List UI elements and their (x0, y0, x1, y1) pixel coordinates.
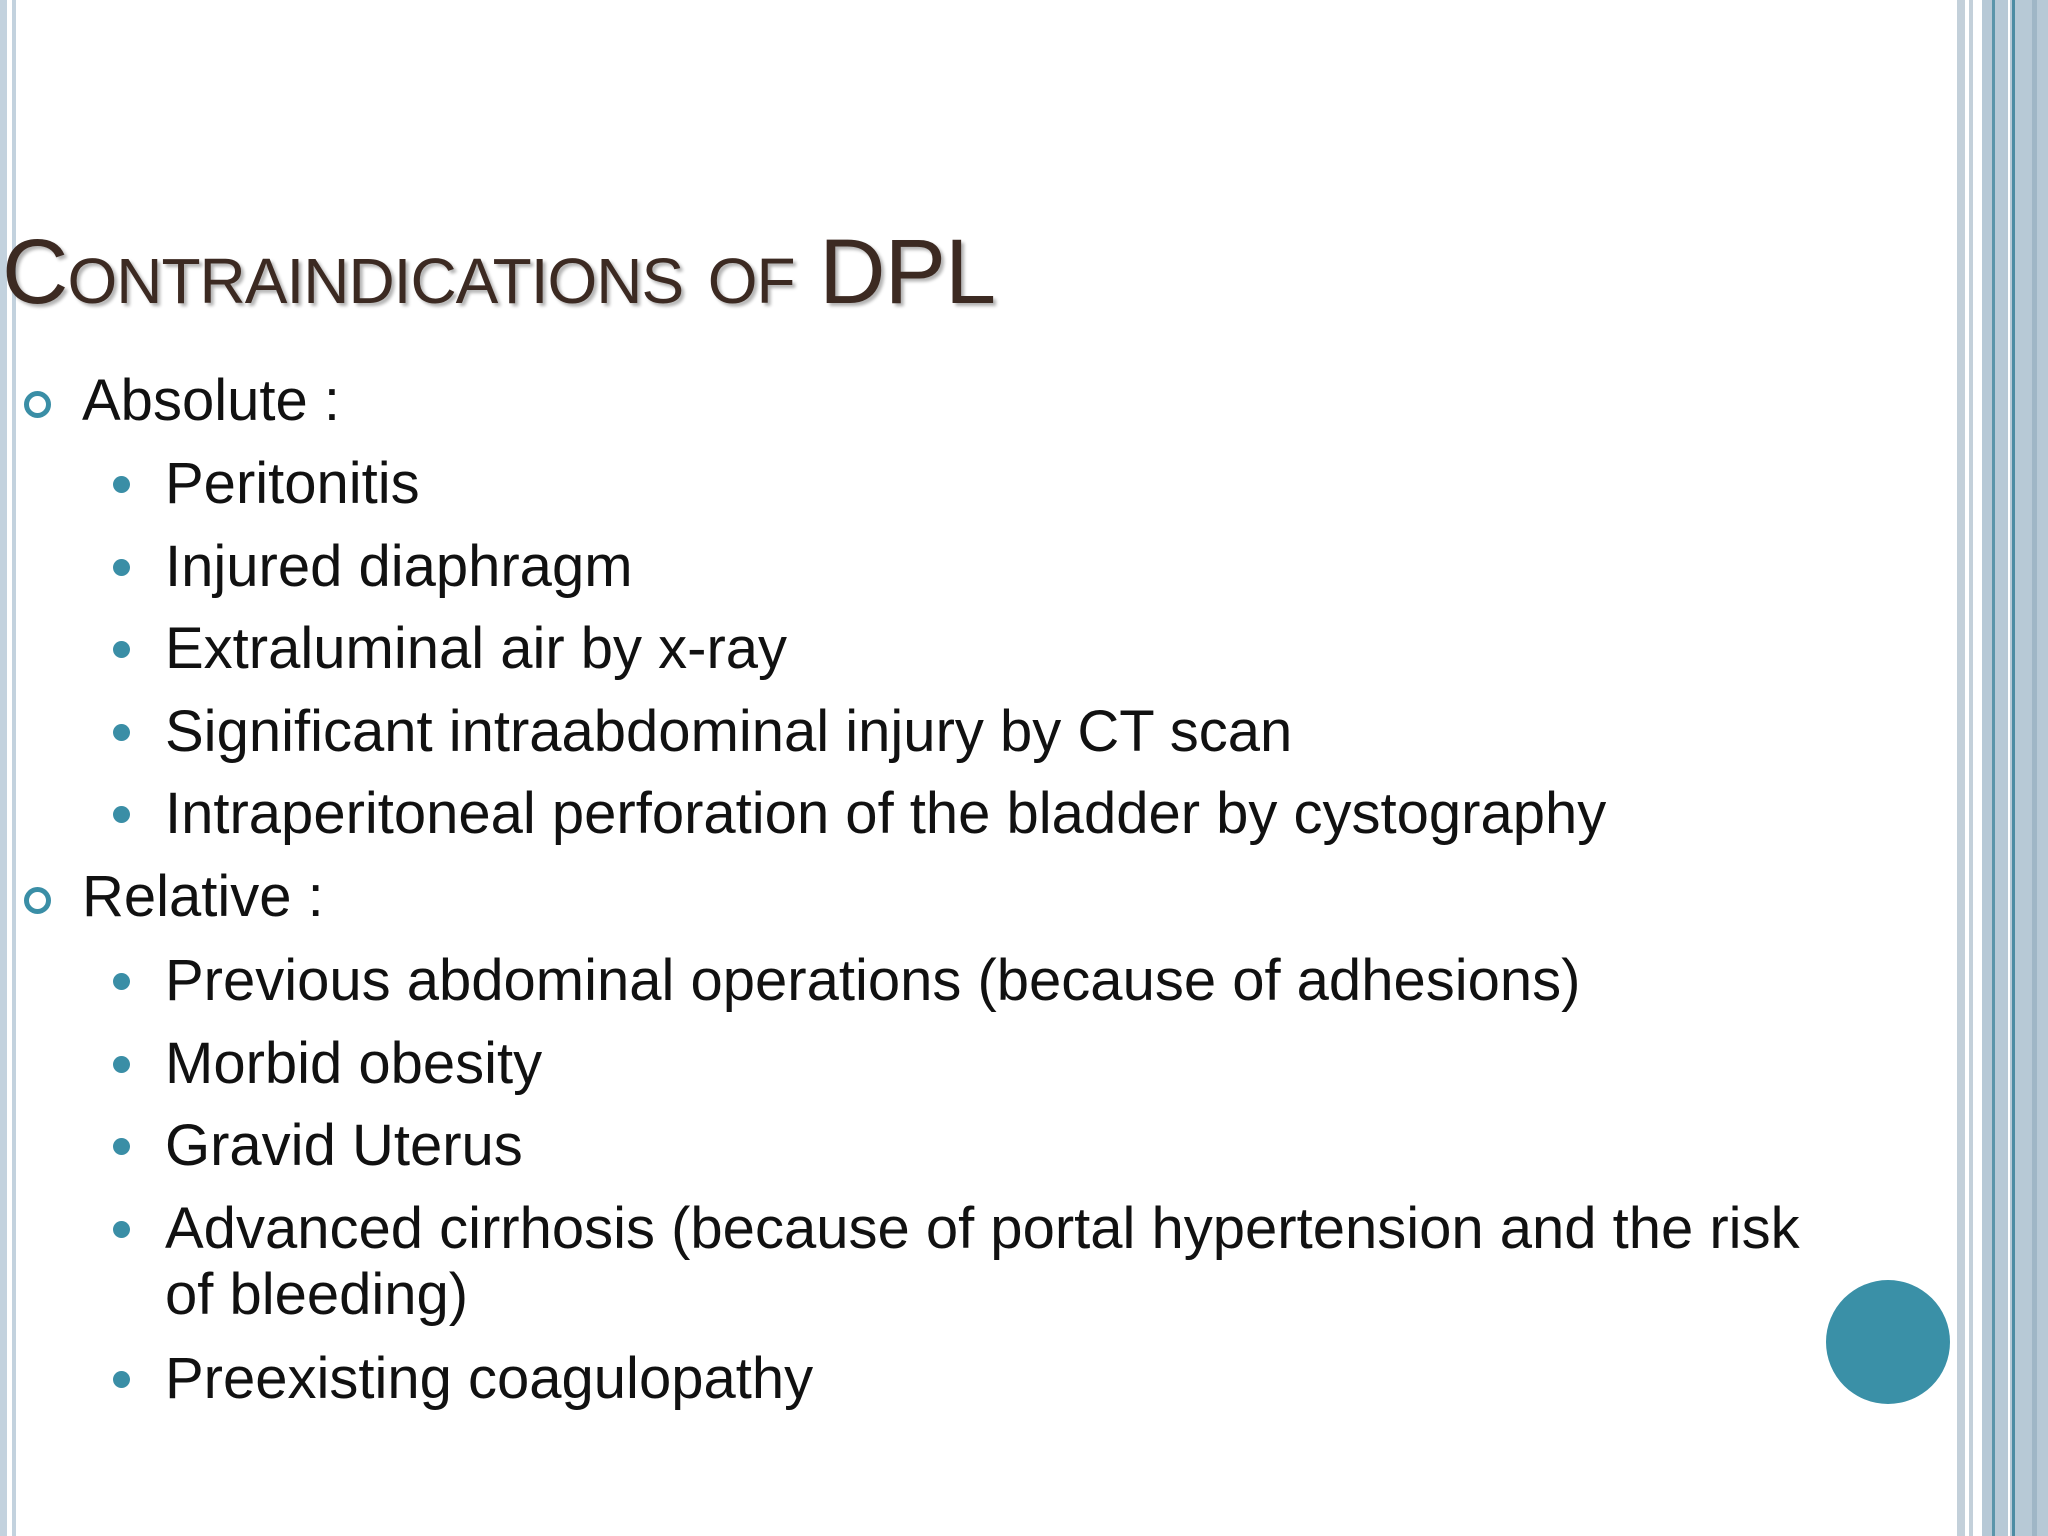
group-heading-label: Absolute : (82, 368, 340, 433)
dot-bullet-icon (113, 1138, 130, 1155)
list-item (165, 1196, 1845, 1328)
list-item-label: Extraluminal air by x-ray (165, 616, 788, 681)
list-item (165, 616, 1865, 682)
list-item (165, 1031, 1865, 1097)
right-decorative-stripes (1952, 0, 2048, 1536)
dot-bullet-icon (113, 641, 130, 658)
dot-bullet-icon (113, 724, 130, 741)
list-item-label: Significant intraabdominal injury by CT scan (165, 699, 1293, 764)
group-heading-label: Relative : (82, 864, 324, 929)
group-heading-absolute (82, 368, 340, 434)
ring-bullet-icon (24, 887, 51, 914)
dot-bullet-icon (113, 1371, 130, 1388)
list-item (165, 1113, 1865, 1179)
list-item (165, 534, 1865, 600)
list-item-label: Intraperitoneal perforation of the bladder by cystography (165, 781, 1607, 846)
list-item-label: Previous abdominal operations (because of adhesions) (165, 948, 1581, 1013)
slide-title: Contraindications of DPL (2, 221, 996, 323)
list-item-label: Injured diaphragm (165, 534, 633, 599)
dot-bullet-icon (113, 1221, 130, 1238)
list-item-label: Preexisting coagulopathy (165, 1346, 814, 1411)
dot-bullet-icon (113, 559, 130, 576)
list-item (165, 781, 1865, 847)
list-item (165, 451, 1865, 517)
ring-bullet-icon (24, 391, 51, 418)
group-heading-relative (82, 864, 324, 930)
dot-bullet-icon (113, 973, 130, 990)
list-item-label: Peritonitis (165, 451, 420, 516)
list-item-label: Morbid obesity (165, 1031, 543, 1096)
list-item (165, 699, 1865, 765)
dot-bullet-icon (113, 476, 130, 493)
list-item-label: Advanced cirrhosis (because of portal hypertension and the risk of bleeding) (165, 1196, 1800, 1327)
dot-bullet-icon (113, 1056, 130, 1073)
dot-bullet-icon (113, 806, 130, 823)
list-item (165, 948, 1865, 1014)
list-item-label: Gravid Uterus (165, 1113, 523, 1178)
list-item (165, 1346, 1865, 1412)
